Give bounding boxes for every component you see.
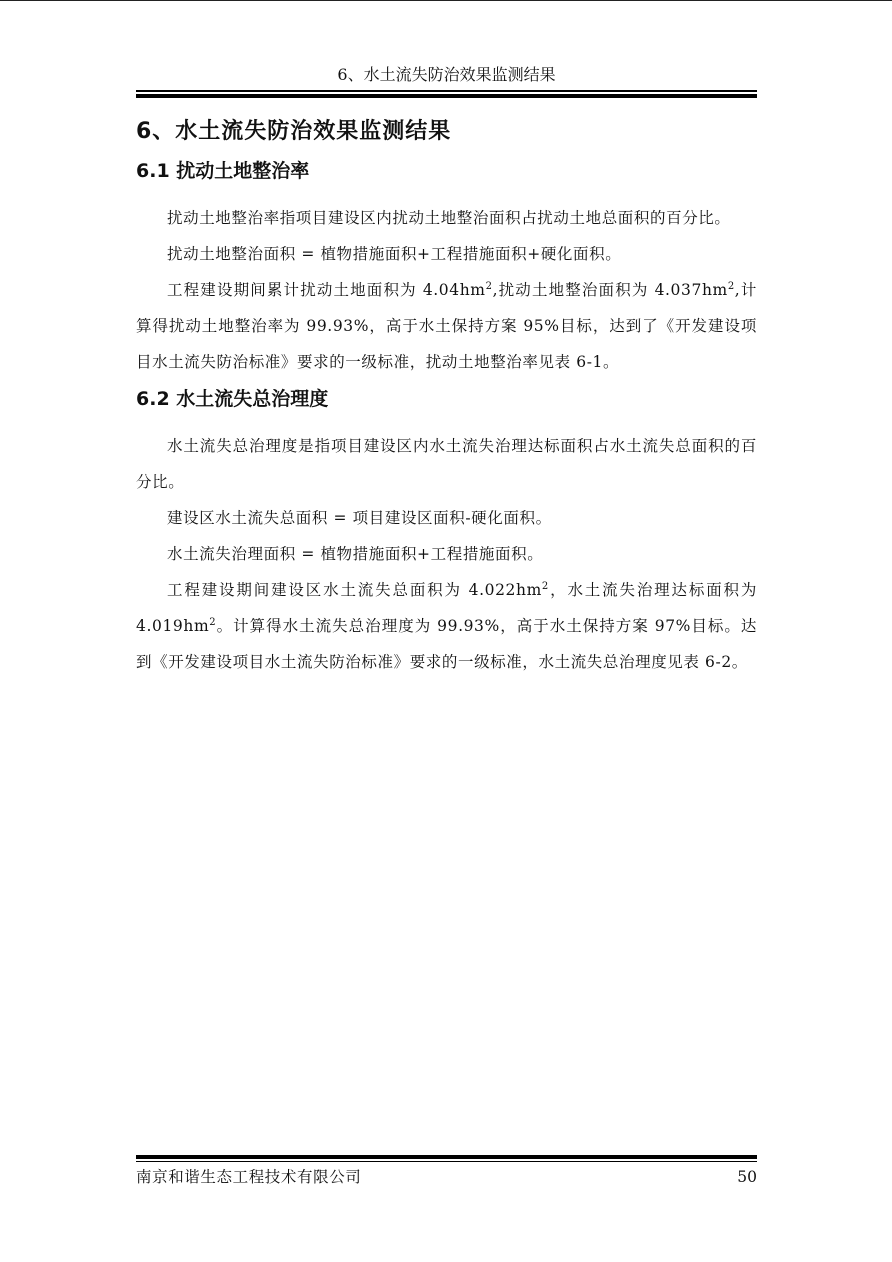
page-body — [136, 112, 757, 680]
footer-rule-thick — [136, 1155, 757, 1159]
section-heading-6-2: 6.2 水土流失总治理度 — [136, 388, 329, 410]
footer-company-name: 南京和谐生态工程技术有限公司 — [136, 1168, 362, 1186]
text-segment: 工程建设期间建设区水土流失总面积为 4.022hm — [167, 581, 542, 599]
chapter-heading: 6、水土流失防治效果监测结果 — [136, 119, 452, 144]
running-header: 6、水土流失防治效果监测结果 — [337, 65, 556, 84]
text-segment: ,扰动土地整治面积为 4.037hm — [492, 281, 728, 299]
text-segment: ，水土流失治理达标面积为 4.019hm — [136, 581, 757, 635]
section-heading-6-1: 6.1 扰动土地整治率 — [136, 160, 310, 182]
superscript: 2 — [209, 616, 217, 628]
page-number: 50 — [737, 1168, 757, 1186]
superscript: 2 — [485, 280, 493, 292]
paragraph-remediation-result — [136, 272, 757, 380]
paragraph-definition-erosion-control: 水土流失总治理度是指项目建设区内水土流失治理达标面积占水土流失总面积的百分比。 — [136, 437, 757, 491]
paragraph-definition-disturbed-land: 扰动土地整治率指项目建设区内扰动土地整治面积占扰动土地总面积的百分比。 — [167, 209, 731, 227]
header-rule-thick — [136, 94, 757, 98]
footer-rule-thin — [136, 1161, 757, 1162]
superscript: 2 — [541, 580, 549, 592]
paragraph-formula-remediation-area: 扰动土地整治面积 = 植物措施面积+工程措施面积+硬化面积。 — [167, 245, 622, 263]
text-segment: ,计算得扰动土地整治率为 99.93%，高于水土保持方案 95%目标，达到了《开发建设项目水土流失防治标准》要求的一级标准，扰动土地整治率见表 6-1。 — [136, 281, 757, 371]
paragraph-formula-treatment-area: 水土流失治理面积 = 植物措施面积+工程措施面积。 — [167, 545, 544, 563]
page-top-edge — [0, 0, 892, 1]
text-segment: 。计算得水土流失总治理度为 99.93%，高于水土保持方案 97%目标。达到《开发建设项目水土流失防治标准》要求的一级标准，水土流失总治理度见表 6-2。 — [136, 617, 757, 671]
text-segment: 工程建设期间累计扰动土地面积为 4.04hm — [167, 281, 486, 299]
paragraph-erosion-control-result — [136, 572, 757, 680]
header-rule-thin — [136, 90, 757, 92]
superscript: 2 — [727, 280, 735, 292]
paragraph-formula-total-erosion-area: 建设区水土流失总面积 = 项目建设区面积-硬化面积。 — [167, 509, 552, 527]
